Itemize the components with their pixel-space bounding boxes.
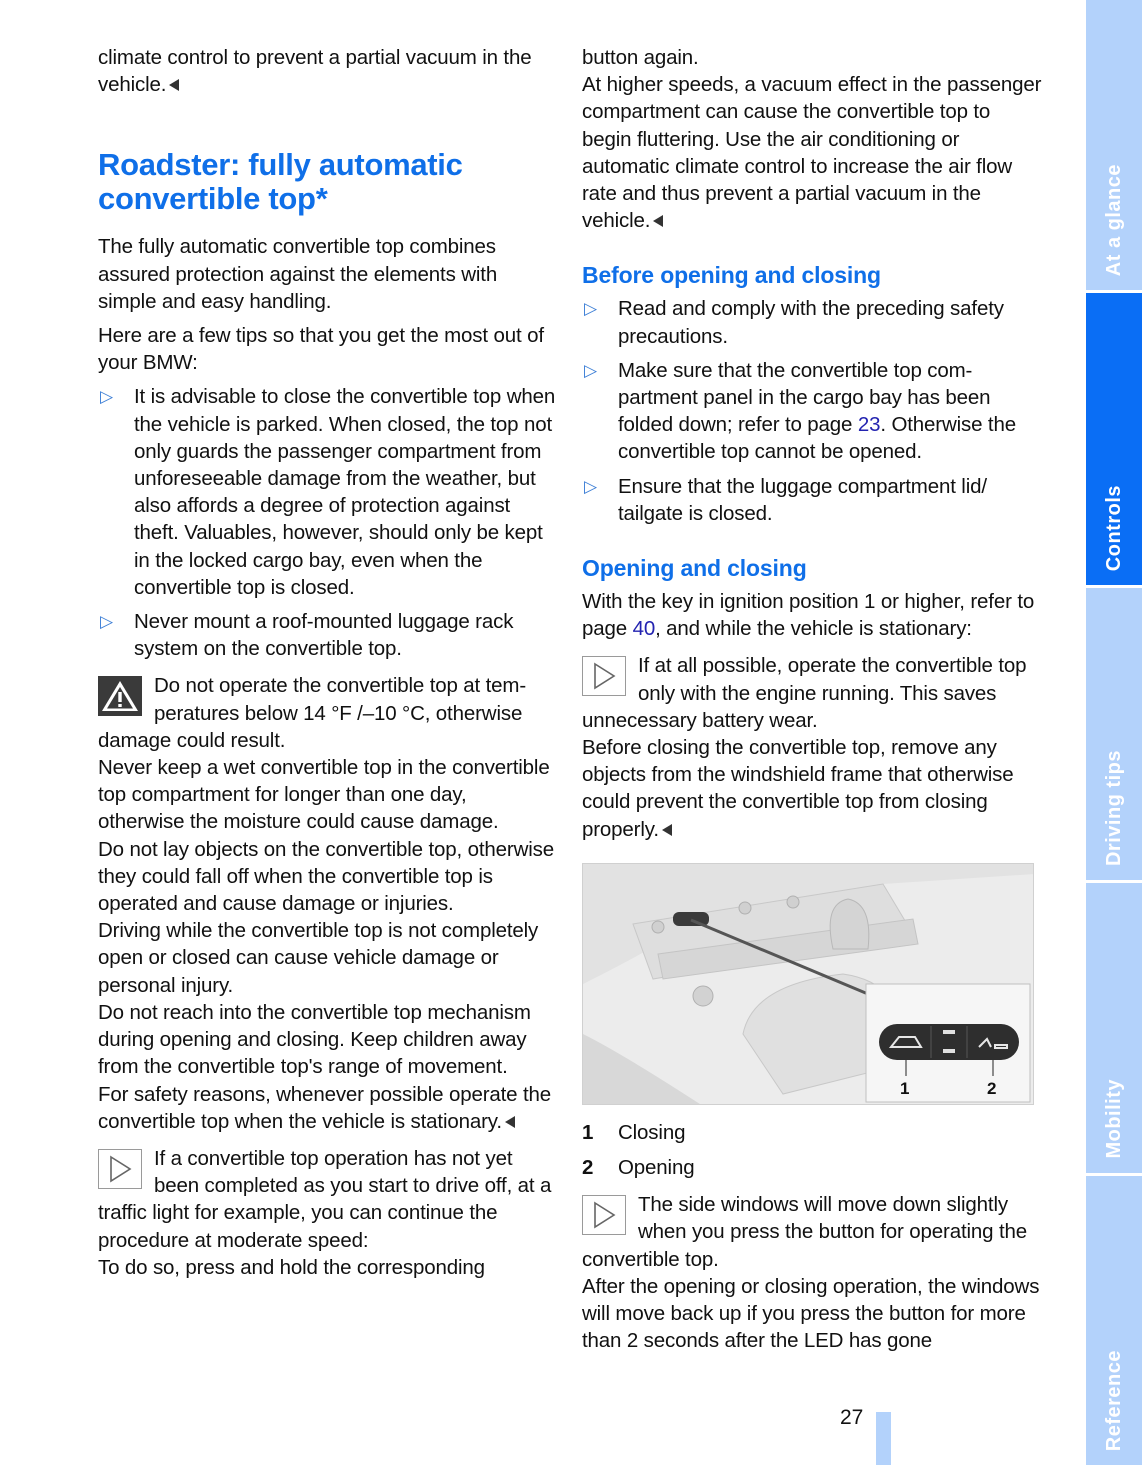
warning-triangle-icon (98, 676, 142, 716)
section-heading: Roadster: fully automatic convertible top* (98, 147, 463, 217)
left-column (98, 44, 558, 1281)
end-mark-icon (653, 215, 663, 227)
warning-note (98, 672, 558, 754)
bullet-triangle-icon: ▷ (584, 299, 597, 319)
tab-mobility[interactable]: Mobility (1086, 883, 1142, 1173)
bullet-triangle-icon: ▷ (584, 476, 597, 496)
list-item: ▷ It is advisable to close the convertible top when the vehicle is parked. When closed, the top not only guards the passenger compartment from unforeseeable damage from the weather, but also affords a degree of protection against theft. Valuables, however, should only be kept in the locked cargo bay, even when the convertible top is closed. (100, 385, 556, 599)
warning-line: Do not reach into the convertible top mechanism during opening and closing. Keep children away from the convertible top's range of movement. (98, 1000, 531, 1079)
warning-text: Do not operate the convertible top at temperatures below 14 °F /–10 °C, otherwise damage could result. (98, 674, 527, 752)
info-note (582, 1191, 1042, 1273)
subheading-opening-closing: Opening and closing (582, 555, 807, 582)
note-arrow-icon (582, 1195, 626, 1235)
chapter-tabs (1086, 0, 1142, 1465)
list-item: ▷ Ensure that the luggage compartment lid/ tailgate is closed. (584, 474, 987, 525)
warning-line: For safety reasons, whenever possible operate the convertible top when the vehicle is stationary. (98, 1082, 552, 1133)
legend-item: 1 Closing (582, 1120, 686, 1144)
tab-reference[interactable]: Reference (1086, 1176, 1142, 1465)
list-item: ▷ Never mount a roof-mounted luggage rack system on the convertible top. (100, 610, 514, 661)
console-switch-figure (582, 863, 1034, 1105)
note-text-continued: To do so, press and hold the corresponding (98, 1255, 485, 1279)
note-text-continued: Before closing the convertible top, remove any objects from the windshield frame that otherwise could prevent the convertible top from closing properly. (582, 736, 1014, 841)
tab-at-a-glance[interactable]: At a glance (1086, 0, 1142, 290)
note-arrow-icon (582, 656, 626, 696)
page-number: 27 (840, 1406, 864, 1429)
end-mark-icon (169, 79, 179, 91)
bullet-triangle-icon: ▷ (584, 360, 597, 380)
warning-line: Do not lay objects on the convertible top, otherwise they could fall off when the convertible top is operated and cause damage or injuries. (98, 837, 554, 916)
bullet-triangle-icon: ▷ (100, 387, 113, 407)
bullet-triangle-icon: ▷ (100, 612, 113, 632)
intro-paragraph: The fully automatic convertible top combines assured protection against the elements with simple and easy handling. (98, 235, 498, 313)
ignition-paragraph: With the key in ignition position 1 or higher, refer to page 40, and while the vehicle is stationary: (582, 590, 1035, 641)
tips-paragraph: Here are a few tips so that you get the most out of your BMW: (98, 324, 544, 375)
note-text-continued: After the opening or closing operation, the windows will move back up if you press the button for more than 2 seconds after the LED has gone (582, 1274, 1040, 1353)
list-item: ▷ Read and comply with the preceding safety precautions. (584, 297, 1004, 348)
list-item: ▷ Make sure that the convertible top compartment panel in the cargo bay has been folded down; refer to page 23. Otherwise the convertible top cannot be opened. (584, 358, 1016, 464)
right-column (582, 44, 1042, 1355)
warning-line: Never keep a wet convertible top in the convertible top compartment for longer than one day, otherwise the moisture could cause damage. (98, 756, 550, 834)
console-illustration (583, 864, 1034, 1105)
info-note (98, 1145, 558, 1254)
legend-item: 2 Opening (582, 1156, 695, 1180)
note-text: The side windows will move down slightly when you press the button for operating the convertible top. (582, 1193, 1028, 1271)
page-marker-bar (876, 1412, 891, 1465)
continuation-paragraph: At higher speeds, a vacuum effect in the passenger compartment can cause the convertible top to begin fluttering. Use the air conditioning or automatic climate control to increase the air flow rate and thus prevent a partial vacuum in the vehicle. (582, 73, 1042, 233)
page-link-23[interactable]: 23 (857, 413, 881, 437)
tab-driving-tips[interactable]: Driving tips (1086, 588, 1142, 880)
tab-controls[interactable]: Controls (1086, 293, 1142, 585)
note-text: If a convertible top operation has not yet been completed as you start to drive off, at a traffic light for example, you can continue the procedure at moderate speed: (98, 1146, 552, 1252)
info-note (582, 652, 1042, 734)
callout-2: 2 (987, 1078, 997, 1098)
continuation-text: button again. (582, 46, 699, 69)
warning-line: Driving while the convertible top is not completely open or closed can cause vehicle damage or personal injury. (98, 919, 539, 997)
subheading-before-opening: Before opening and closing (582, 262, 881, 289)
page-link-40[interactable]: 40 (632, 617, 656, 641)
note-arrow-icon (98, 1149, 142, 1189)
end-mark-icon (662, 824, 672, 836)
note-text: If at all possible, operate the convertible top only with the engine running. This saves unnecessary battery wear. (582, 654, 1027, 732)
end-mark-icon (505, 1116, 515, 1128)
intro-continuation: climate control to prevent a partial vacuum in the vehicle. (98, 46, 532, 97)
callout-1: 1 (900, 1078, 910, 1098)
